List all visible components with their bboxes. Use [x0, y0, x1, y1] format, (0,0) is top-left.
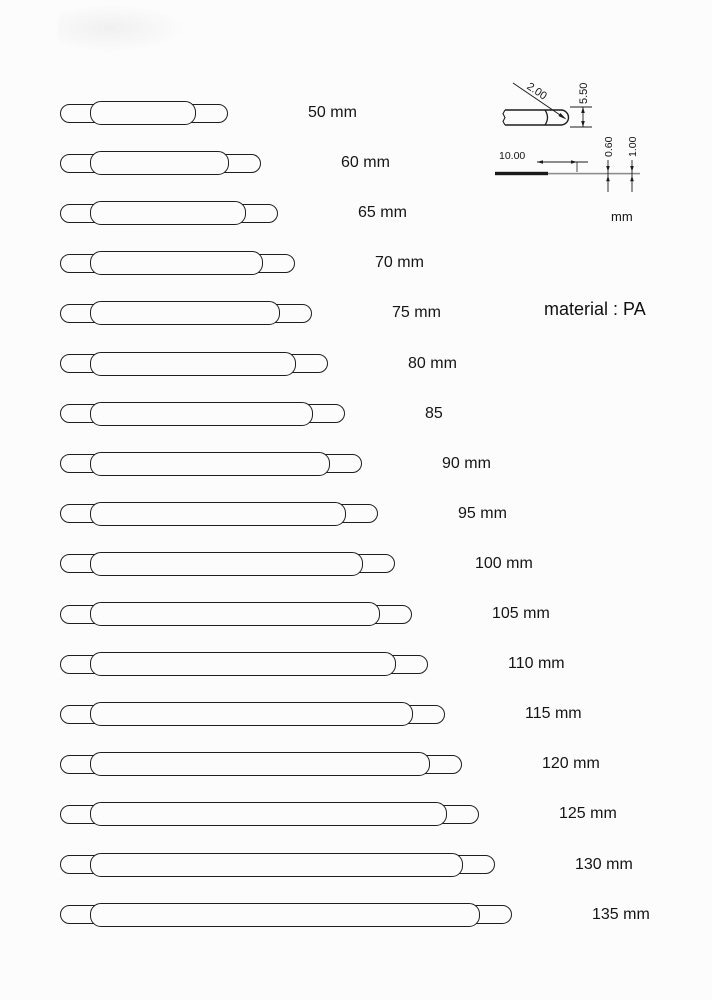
- rod-length-label: 65 mm: [358, 204, 407, 222]
- rod: [60, 304, 441, 323]
- rod-length-label: 125 mm: [559, 805, 617, 823]
- arrow-up-to-bar: [630, 176, 634, 182]
- rod-length-label: 70 mm: [375, 254, 424, 272]
- arrow-down-to-bar: [606, 166, 610, 172]
- rod-outline: [60, 605, 412, 624]
- rod: [60, 905, 650, 924]
- rod-middle-section: [90, 502, 346, 526]
- break-line: [503, 110, 505, 125]
- rod-middle-section: [90, 402, 313, 426]
- rod-outline: [60, 104, 228, 123]
- rod-middle-section: [90, 652, 396, 676]
- rod-middle-section: [90, 752, 430, 776]
- tip-transition-arc: [545, 110, 548, 125]
- profile-thin-section: [548, 173, 640, 175]
- rod-middle-section: [90, 853, 463, 877]
- body-diameter-dim: 1.00: [627, 136, 639, 157]
- rod: [60, 705, 582, 724]
- leader-arrowhead: [558, 113, 566, 120]
- scan-smudge: [58, 4, 188, 52]
- tip-length-dim: 5.50: [578, 82, 590, 104]
- rod-outline: [60, 855, 495, 874]
- profile-thick-section: [495, 172, 548, 175]
- rod: [60, 805, 617, 824]
- rod: [60, 354, 457, 373]
- rod-outline: [60, 504, 378, 523]
- rod-outline: [60, 755, 462, 774]
- rod-length-label: 85: [425, 404, 443, 422]
- rod-length-label: 75 mm: [392, 304, 441, 322]
- rod-length-label: 95 mm: [458, 504, 507, 522]
- arrow-up: [581, 107, 585, 113]
- units-label: mm: [611, 209, 633, 224]
- rod-outline: [60, 554, 395, 573]
- rod: [60, 204, 407, 223]
- rod-middle-section: [90, 702, 413, 726]
- detail-drawing: [488, 75, 663, 227]
- arrow-down-to-bar: [630, 166, 634, 172]
- rod: [60, 655, 565, 674]
- rod: [60, 605, 550, 624]
- tip-diameter-dim: 2.00: [524, 80, 549, 103]
- rod: [60, 855, 633, 874]
- rod-middle-section: [90, 101, 196, 125]
- rod-middle-section: [90, 251, 263, 275]
- rod-outline: [60, 454, 362, 473]
- rod-length-label: 115 mm: [525, 705, 582, 723]
- rod-outline: [60, 655, 428, 674]
- rod-middle-section: [90, 301, 280, 325]
- tip-outline: [505, 110, 569, 125]
- rod-middle-section: [90, 602, 380, 626]
- rod: [60, 554, 533, 573]
- rod-length-label: 120 mm: [542, 755, 600, 773]
- rod-outline: [60, 404, 345, 423]
- rod-length-label: 105 mm: [492, 605, 550, 622]
- rod-outline: [60, 254, 295, 273]
- rod-length-label: 80 mm: [408, 354, 457, 372]
- rod-middle-section: [90, 802, 447, 826]
- rod-outline: [60, 204, 278, 223]
- rod-length-label: 90 mm: [442, 454, 491, 472]
- rod-length-label: 110 mm: [508, 655, 565, 673]
- rod-length-label: 135 mm: [592, 905, 650, 923]
- rod-length-label: 60 mm: [341, 154, 390, 172]
- arrow-up-to-bar: [606, 176, 610, 182]
- rod-outline: [60, 154, 261, 173]
- rod-middle-section: [90, 903, 480, 927]
- rod-length-label: 100 mm: [475, 554, 533, 572]
- rod-middle-section: [90, 552, 363, 576]
- rod: [60, 254, 424, 273]
- rod-outline: [60, 805, 479, 824]
- rod: [60, 404, 443, 423]
- rod-outline: [60, 905, 512, 924]
- rod-outline: [60, 354, 328, 373]
- thin-diameter-dim: 0.60: [603, 136, 615, 157]
- rod: [60, 504, 507, 523]
- rod-middle-section: [90, 352, 296, 376]
- rod: [60, 755, 600, 774]
- arrow-left: [537, 160, 543, 163]
- arrow-right: [571, 160, 577, 163]
- rod: [60, 104, 357, 123]
- material-note: material : PA: [544, 299, 646, 319]
- rod-middle-section: [90, 151, 229, 175]
- rod-length-label: 50 mm: [308, 104, 357, 121]
- rod-length-label: 130 mm: [575, 855, 633, 873]
- rod-middle-section: [90, 452, 330, 476]
- rod-outline: [60, 304, 312, 323]
- arrow-down: [581, 121, 585, 127]
- rod: [60, 154, 390, 173]
- rod: [60, 454, 491, 473]
- thin-section-length-dim: 10.00: [499, 150, 526, 162]
- rod-outline: [60, 705, 445, 724]
- rod-middle-section: [90, 201, 246, 225]
